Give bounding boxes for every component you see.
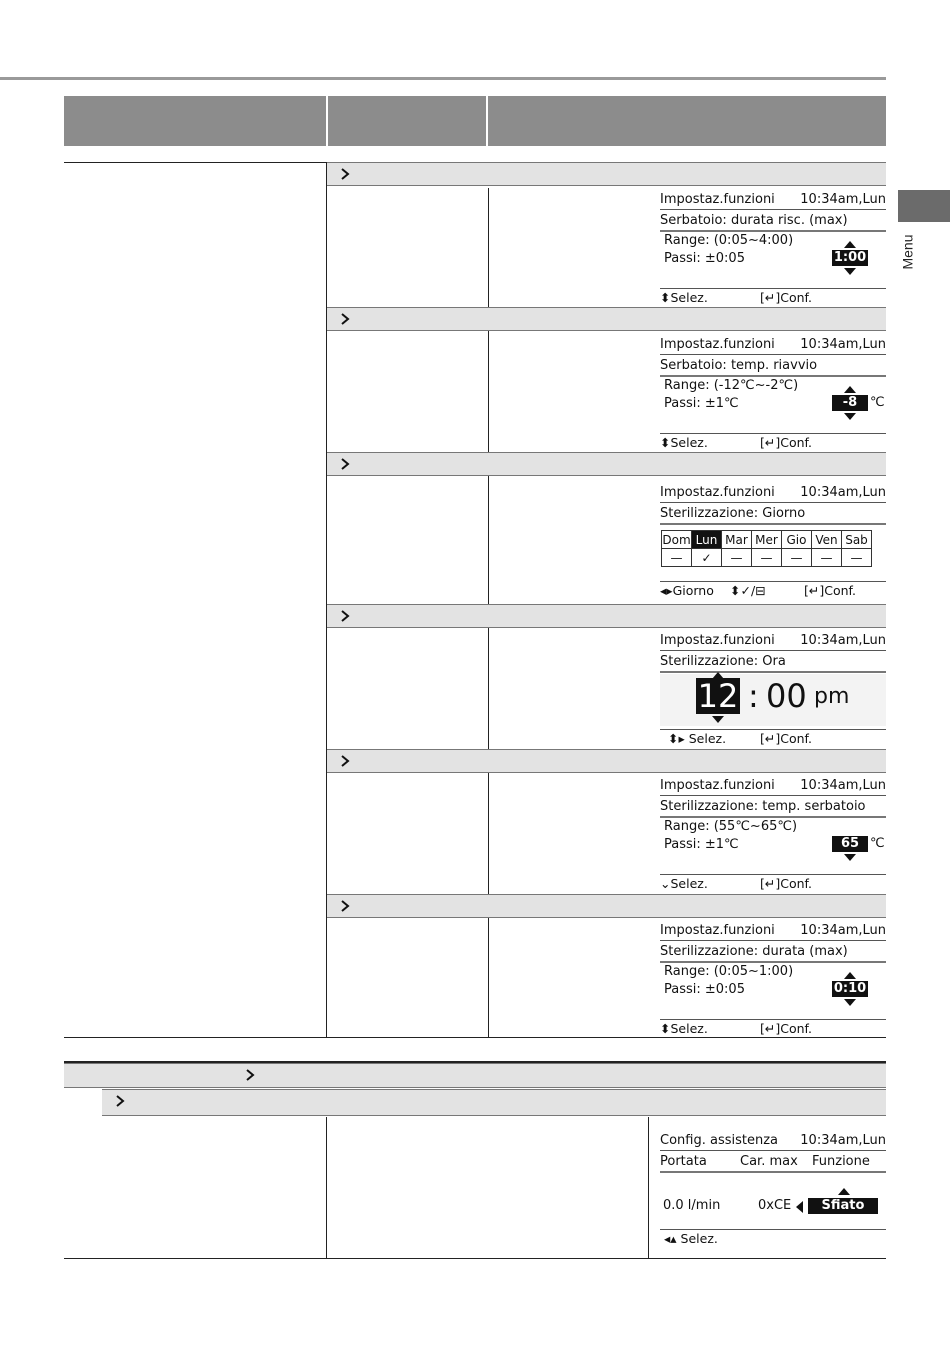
chevron-right-icon [339,754,351,768]
subheading-bar [327,452,886,476]
footer-toggle: ⬍✓/⊟ [730,583,766,598]
header-cell-2 [328,96,486,146]
screen-subtitle: Sterilizzazione: Ora [660,652,886,673]
footer-select: ⬍▸ Selez. [668,731,727,746]
chevron-right-icon [339,609,351,623]
section-tab [898,190,950,222]
hour-value: 12 [697,677,739,715]
time-separator: : [748,677,759,715]
chevron-right-icon [244,1068,256,1082]
footer-confirm: [↵]Conf. [804,583,856,598]
lcd-screen-service-config [658,1132,886,1250]
chevron-right-icon [339,457,351,471]
lcd-screen-tank-heat-duration [658,191,886,309]
screen-footer [660,433,886,452]
value-box: 65 [832,836,868,852]
step-text: Passi: ±1℃ [664,837,739,852]
function-value-box: Sfiato [808,1198,878,1214]
subheading-bar [327,749,886,773]
screen-title-row [660,632,886,651]
screen-title: Impostaz.funzioni [660,485,775,500]
service-columns [660,1152,886,1173]
ampm-value: pm [814,684,850,709]
screen-time: 10:34am,Lun [800,337,886,352]
arrow-down-icon [844,999,856,1006]
screen-footer [660,581,886,600]
minute-value: 00 [766,677,807,715]
screen-subtitle: Sterilizzazione: temp. serbatoio [660,797,886,818]
top-rule [0,77,886,80]
arrow-down-icon [844,268,856,275]
value-box: 1:00 [833,250,867,265]
subsection-heading-bar [102,1089,886,1116]
screen-title: Config. assistenza [660,1133,778,1148]
arrow-down-icon [844,413,856,420]
screen-time: 10:34am,Lun [800,192,886,207]
day-header: Sab [842,531,872,549]
lcd-screen-sterilization-tank-temp [658,777,886,895]
screen-title-row [660,922,886,941]
header-cell-3 [488,96,886,146]
lower-table-bottom-rule [64,1258,886,1259]
step-text: Passi: ±1℃ [664,396,739,411]
day-mark: — [722,549,752,567]
lcd-screen-sterilization-duration [658,922,886,1040]
header-cell-1 [64,96,326,146]
value-box: 0:10 [833,981,867,996]
lcd-screen-tank-restart-temp [658,336,886,454]
unit-label: ℃ [870,395,885,410]
screen-footer [660,288,886,307]
arrow-up-icon [844,972,856,979]
screen-time: 10:34am,Lun [800,923,886,938]
screen-subtitle: Serbatoio: durata risc. (max) [660,211,886,232]
col-divider-lower-1 [326,1117,327,1259]
day-mark: — [812,549,842,567]
footer-confirm: [↵]Conf. [760,731,812,746]
footer-confirm: [↵]Conf. [760,1021,812,1036]
screen-title: Impostaz.funzioni [660,778,775,793]
arrow-up-icon [844,386,856,393]
arrow-up-icon [838,1188,850,1195]
footer-confirm: [↵]Conf. [760,876,812,891]
screen-title-row [660,336,886,355]
lcd-screen-sterilization-day [658,484,886,602]
section-heading-bar [64,1063,886,1088]
subheading-bar [327,162,886,186]
flow-value: 0.0 l/min [663,1198,721,1213]
day-mark: — [782,549,812,567]
chevron-right-icon [339,899,351,913]
screen-subtitle: Serbatoio: temp. riavvio [660,356,886,377]
col-divider-lower-2 [648,1117,649,1259]
arrow-left-icon [796,1201,803,1213]
day-header: Mar [722,531,752,549]
step-text: Passi: ±0:05 [664,251,745,266]
day-mark-checked: ✓ [692,549,722,567]
chevron-right-icon [339,167,351,181]
arrow-up-icon [844,241,856,248]
footer-select: ⌄Selez. [660,876,708,891]
chevron-right-icon [114,1094,126,1108]
arrow-down-icon [844,854,856,861]
day-header: Gio [782,531,812,549]
footer-confirm: [↵]Conf. [760,435,812,450]
screen-title: Impostaz.funzioni [660,337,775,352]
subheading-bar [327,307,886,331]
day-mark: — [752,549,782,567]
day-header: Ven [812,531,842,549]
screen-title-row [660,1132,886,1151]
column-function: Funzione [812,1154,870,1169]
column-flow: Portata [660,1154,707,1169]
screen-title: Impostaz.funzioni [660,923,775,938]
arrow-down-icon [712,716,724,723]
screen-subtitle: Sterilizzazione: Giorno [660,504,886,525]
column-max-load: Car. max [740,1154,798,1169]
screen-title: Impostaz.funzioni [660,633,775,648]
code-value: 0xCE [758,1198,792,1213]
chevron-right-icon [339,312,351,326]
day-mark: — [662,549,692,567]
screen-title-row [660,777,886,796]
screen-time: 10:34am,Lun [800,778,886,793]
day-header-selected: Lun [692,531,722,549]
screen-footer [660,1229,886,1248]
screen-footer [660,729,886,748]
day-mark: — [842,549,872,567]
footer-select: ⬍Selez. [660,1021,708,1036]
footer-select: ⬍Selez. [660,290,708,305]
screen-title-row [660,191,886,210]
day-header: Mer [752,531,782,549]
day-table [661,530,872,567]
footer-day-select: ◂▸Giorno [660,583,714,598]
subheading-bar [327,604,886,628]
lcd-screen-sterilization-time [658,632,886,750]
screen-title-row [660,484,886,503]
screen-subtitle: Sterilizzazione: durata (max) [660,942,886,963]
subheading-bar [327,894,886,918]
screen-time: 10:34am,Lun [800,1133,886,1148]
footer-select: ⬍Selez. [660,435,708,450]
screen-footer [660,1019,886,1038]
section-label: Menu [899,234,916,270]
screen-footer [660,874,886,893]
footer-confirm: [↵]Conf. [760,290,812,305]
unit-label: ℃ [870,836,885,851]
screen-time: 10:34am,Lun [800,485,886,500]
screen-time: 10:34am,Lun [800,633,886,648]
range-text: Range: (0:05~4:00) [664,233,794,248]
footer-select: ◂▴ Selez. [664,1231,718,1246]
value-box: -8 [832,395,868,411]
range-text: Range: (0:05~1:00) [664,964,794,979]
step-text: Passi: ±0:05 [664,982,745,997]
range-text: Range: (55℃~65℃) [664,819,798,834]
screen-title: Impostaz.funzioni [660,192,775,207]
range-text: Range: (-12℃~-2℃) [664,378,799,393]
day-header: Dom [662,532,691,547]
